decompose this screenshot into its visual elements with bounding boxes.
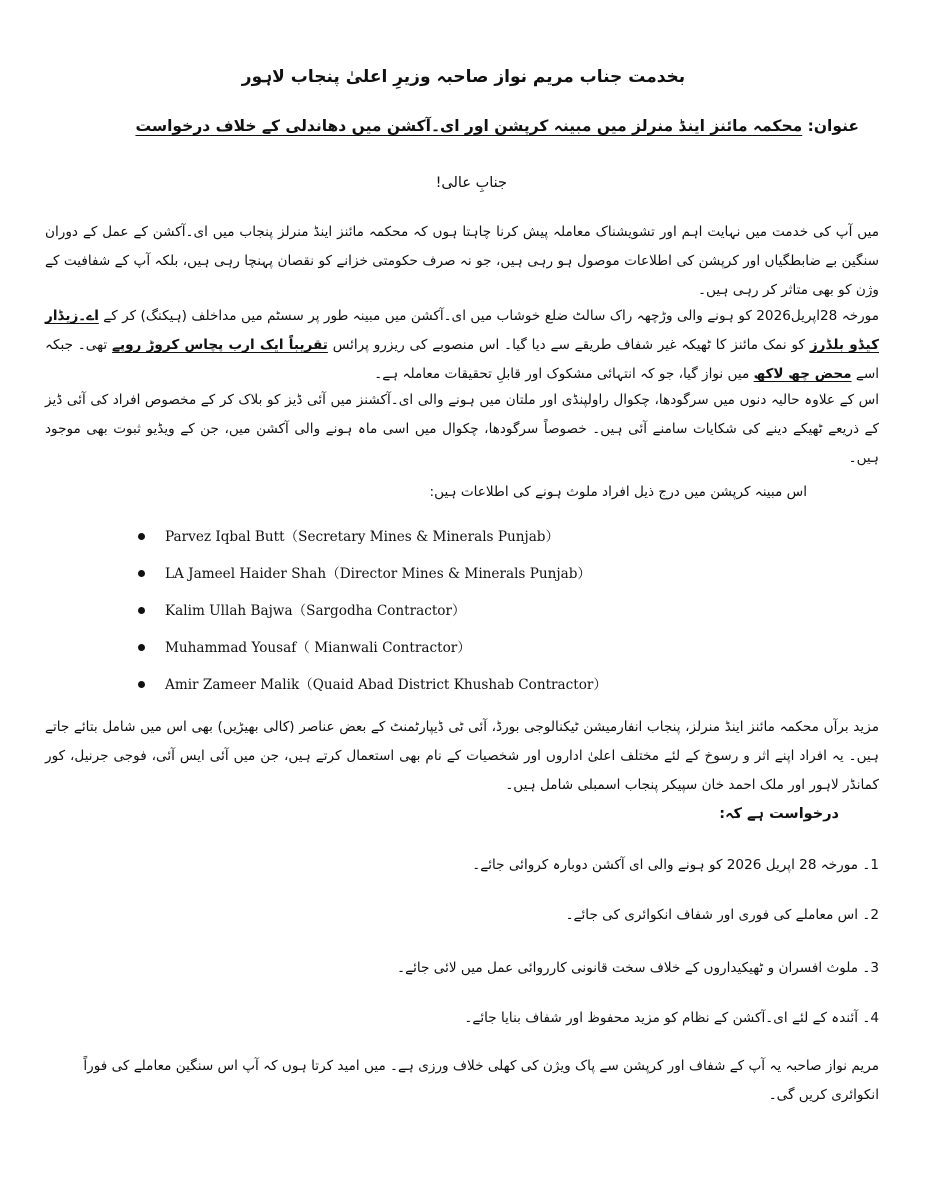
paragraph-auction-details — [45, 302, 879, 389]
list-item: Parvez Iqbal Butt（Secretary Mines & Minerals Punjab） — [138, 526, 607, 563]
p2-text-e: تھی۔ جبکہ اسے — [45, 337, 879, 382]
subject-label: عنوان: — [807, 117, 859, 135]
company-name: اے۔زیڈار کیڈو بلڈرز — [45, 308, 880, 353]
p2-text-a: مورخہ 28اپریل2026 کو ہونے والی وڑچھہ راک سالٹ ضلع خوشاب میں ای۔آکشن میں مبینہ طور پر سسٹم میں مداخلف (ہیکنگ) کر کے — [98, 308, 879, 324]
request-title: درخواست ہے کہ: — [719, 806, 839, 822]
paragraph-intro: میں آپ کی خدمت میں نہایت اہم اور تشویشناک معاملہ پیش کرنا چاہتا ہوں کہ محکمہ مائنز اینڈ منرلز پنجاب میں ای۔آکشن کے عمل کے دوران سنگین بے ضابطگیاں اور کرپشن کی اطلاعات موصول ہو رہی ہیں، جو نہ صرف حکومتی خزانے کو نقصان پہنچا رہی ہیں، بلکہ آپ کے شفافیت کے وژن کو بھی متاثر کر رہی ہیں۔ — [45, 224, 879, 298]
list-item: Amir Zameer Malik（Quaid Abad District Khushab Contractor） — [138, 674, 607, 711]
list-item: Kalim Ullah Bajwa（Sargodha Contractor） — [138, 600, 607, 637]
paragraph-other-auctions: اس کے علاوہ حالیہ دنوں میں سرگودھا، چکوال راولپنڈی اور ملتان میں ہونے والی ای۔آکشنز میں آئی ڈیز کو بلاک کر کے مخصوص افراد کی آئی ڈیز کے ذریعے ٹھیکے دینے کی شکایات سامنے آئی ہیں۔ خصوصاً سرگودھا، چکوال میں اسی ماہ ہونے والی آکشن میں، جن کے ویڈیو ثبوت بھی موجود ہیں۔ — [45, 392, 879, 466]
bullet-icon — [138, 644, 145, 651]
request-item-3: 3۔ ملوث افسران و ٹھیکیداروں کے خلاف سخت قانونی کارروائی عمل میں لائی جائے۔ — [397, 960, 879, 976]
paragraph-other-elements: مزید برآں محکمہ مائنز اینڈ منرلز، پنجاب انفارمیشن ٹیکنالوجی بورڈ، آئی ٹی ڈیپارٹمنٹ کے بعض عناصر (کالی بھیڑیں) بھی اس میں شامل بتائے جاتے ہیں۔ یہ افراد اپنے اثر و رسوخ کے لئے مختلف اعلیٰ اداروں اور شخصیات کے نام بھی استعمال کرتے ہیں، جن میں آئی ایس آئی، فوجی جرنیل، کور کمانڈر لاہور اور ملک احمد خان سپیکر پنجاب اسمبلی شامل ہیں۔ — [45, 719, 879, 793]
bullet-icon — [138, 570, 145, 577]
salutation: جنابِ عالی! — [435, 175, 507, 191]
request-item-2: 2۔ اس معاملے کی فوری اور شفاف انکوائری کی جائے۔ — [565, 907, 879, 923]
bullet-icon — [138, 533, 145, 540]
request-item-1: 1۔ مورخہ 28 اپریل 2026 کو ہونے والی ای آکشن دوبارہ کروائی جائے۔ — [472, 857, 879, 873]
closing-paragraph: مریم نواز صاحبہ یہ آپ کے شفاف اور کرپشن سے پاک ویژن کی کھلی خلاف ورزی ہے۔ میں امید کرتا ہوں کہ آپ اس سنگین معاملے کی فوراً انکوائری کریں گی۔ — [83, 1058, 879, 1103]
subject-line — [135, 117, 859, 135]
persons-list — [138, 526, 607, 711]
p2-text-g: میں نواز گیا، جو کہ انتہائی مشکوک اور قابلِ تحقیقات معاملہ ہے۔ — [374, 366, 754, 382]
awarded-amount: محض چھ لاکھ — [753, 366, 852, 382]
reserve-price: تقریباً ایک ارب پچاس کروڑ روپے — [112, 337, 328, 353]
list-item: LA Jameel Haider Shah（Director Mines & Minerals Punjab） — [138, 563, 607, 600]
list-item: Muhammad Yousaf（ Mianwali Contractor） — [138, 637, 607, 674]
bullet-icon — [138, 607, 145, 614]
subject-text: محکمہ مائنز اینڈ منرلز میں مبینہ کرپشن اور ای۔آکشن میں دھاندلی کے خلاف درخواست — [135, 117, 803, 135]
paragraph-persons-intro: اس مبینہ کرپشن میں درج ذیل افراد ملوث ہونے کی اطلاعات ہیں: — [429, 484, 807, 500]
bullet-icon — [138, 681, 145, 688]
letter-heading: بخدمت جناب مریم نواز صاحبہ وزیرِ اعلیٰ پنجاب لاہور — [241, 67, 686, 87]
request-item-4: 4۔ آئندہ کے لئے ای۔آکشن کے نظام کو مزید محفوظ اور شفاف بنایا جائے۔ — [464, 1010, 879, 1026]
p2-text-c: کو نمک مائنز کا ٹھیکہ غیر شفاف طریقے سے دیا گیا۔ اس منصوبے کی ریزرو پرائس — [327, 337, 810, 353]
